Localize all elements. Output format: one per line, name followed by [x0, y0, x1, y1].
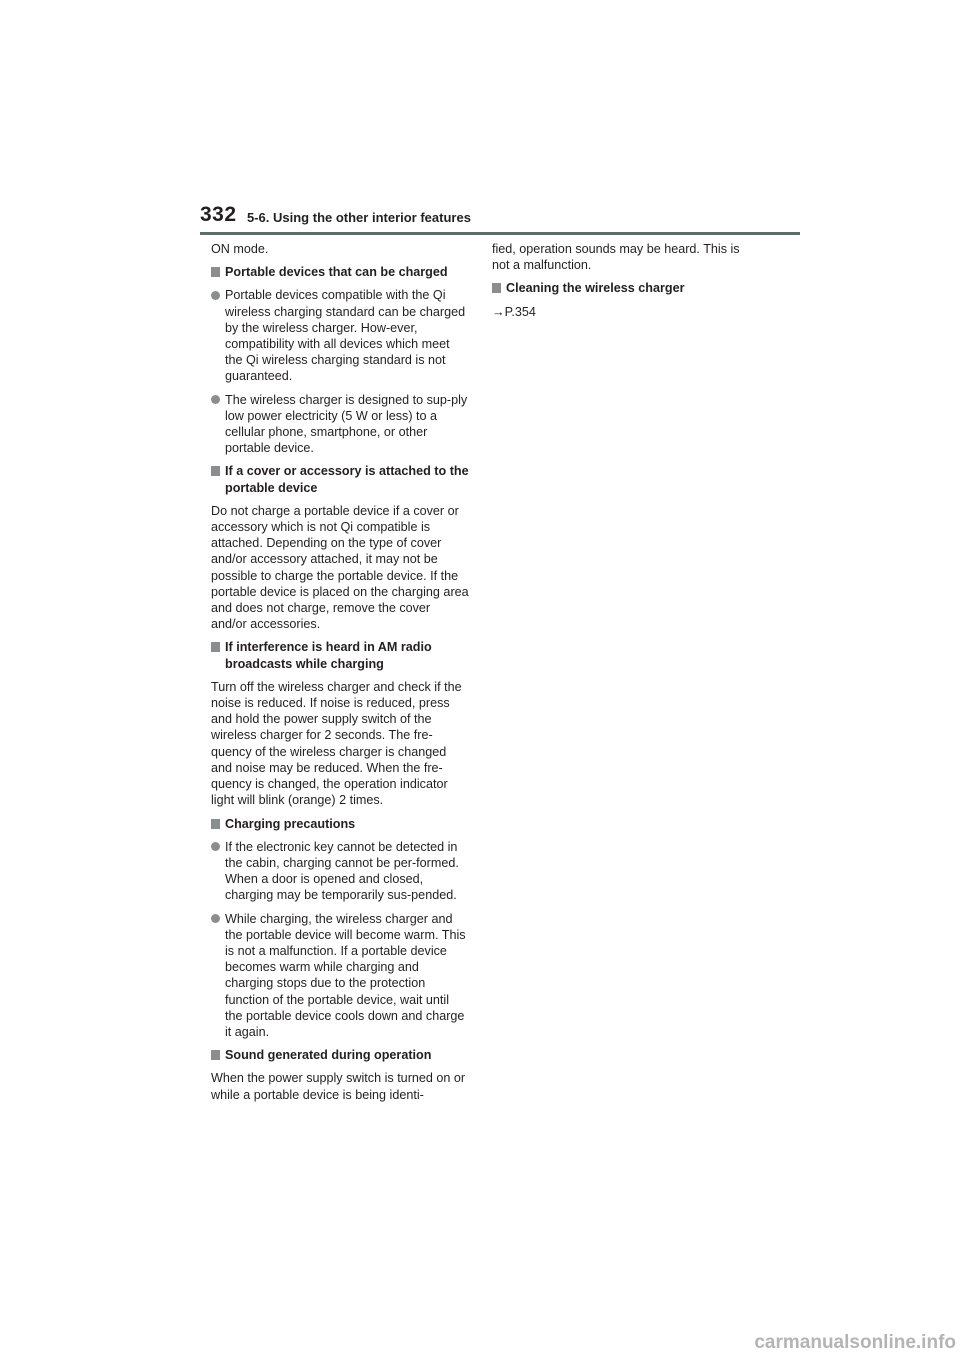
heading-text: Sound generated during operation: [225, 1048, 432, 1063]
right-column: [492, 241, 757, 327]
left-column: [211, 241, 469, 1110]
square-bullet-icon: [211, 1050, 220, 1060]
heading-am-interference: [211, 639, 469, 671]
bullet-item: [211, 911, 469, 1041]
paragraph-cover-accessory: Do not charge a portable device if a cover or accessory which is not Qi compatible is attached. Depending on the type of cover and/or accessory attached, it may not be possible to charge the portable device. If the portable device is placed on the charging area and does not charge, remove the cover and/or accessories.: [211, 503, 469, 632]
heading-text: Charging precautions: [225, 816, 356, 831]
paragraph-sound-generated: When the power supply switch is turned on or while a portable device is being identi-: [211, 1071, 466, 1102]
circle-bullet-icon: [211, 914, 220, 923]
square-bullet-icon: [492, 283, 501, 293]
page-reference-link[interactable]: →P.354: [492, 304, 536, 319]
heading-portable-devices: [211, 264, 469, 280]
section-title: 5-6. Using the other interior features: [247, 210, 471, 225]
paragraph-sound-continued: fied, operation sounds may be heard. This is not a malfunction.: [492, 242, 740, 273]
bullet-text: The wireless charger is designed to sup-ply low power electricity (5 W or less) to a cellular phone, smartphone, or other portable device.: [225, 392, 468, 456]
square-bullet-icon: [211, 267, 220, 277]
square-bullet-icon: [211, 466, 220, 476]
page-number: 332: [200, 203, 237, 226]
square-bullet-icon: [211, 819, 220, 829]
bullet-item: [211, 287, 469, 384]
heading-text: Portable devices that can be charged: [225, 265, 448, 280]
heading-text: If interference is heard in AM radio broadcasts while charging: [225, 640, 432, 671]
bullet-item: [211, 839, 469, 904]
bullet-text: If the electronic key cannot be detected in the cabin, charging cannot be per-formed. When a door is opened and closed, charging may be temporarily sus-pended.: [225, 839, 459, 903]
page-header: [200, 203, 800, 235]
header-rule: [200, 232, 800, 235]
circle-bullet-icon: [211, 842, 220, 851]
circle-bullet-icon: [211, 395, 220, 404]
heading-text: Cleaning the wireless charger: [506, 281, 685, 296]
circle-bullet-icon: [211, 291, 220, 300]
heading-cleaning: [492, 280, 757, 296]
watermark: carmanualsonline.info: [754, 1332, 956, 1353]
heading-cover-accessory: [211, 463, 469, 495]
bullet-text: Portable devices compatible with the Qi wireless charging standard can be charged by the wireless charger. How-ever, compatibility with all devices which meet the Qi wireless charging standard is not guaranteed.: [225, 288, 466, 384]
square-bullet-icon: [211, 642, 220, 652]
heading-text: If a cover or accessory is attached to the portable device: [225, 464, 469, 495]
paragraph-on-mode: ON mode.: [211, 242, 269, 256]
heading-sound-generated: [211, 1047, 469, 1063]
bullet-text: While charging, the wireless charger and the portable device will become warm. This is not a malfunction. If a portable device becomes warm while charging and charging stops due to the protection function of the portable device, wait until the portable device cools down and charge it again.: [225, 911, 466, 1039]
heading-charging-precautions: [211, 816, 469, 832]
bullet-item: [211, 392, 469, 457]
paragraph-am-interference: Turn off the wireless charger and check if the noise is reduced. If noise is reduced, press and hold the power supply switch of the wireless charger for 2 seconds. The fre-quency of the wireless charger is changed and noise may be reduced. When the fre-quency is changed, the operation indicator light will blink (orange) 2 times.: [211, 679, 462, 808]
